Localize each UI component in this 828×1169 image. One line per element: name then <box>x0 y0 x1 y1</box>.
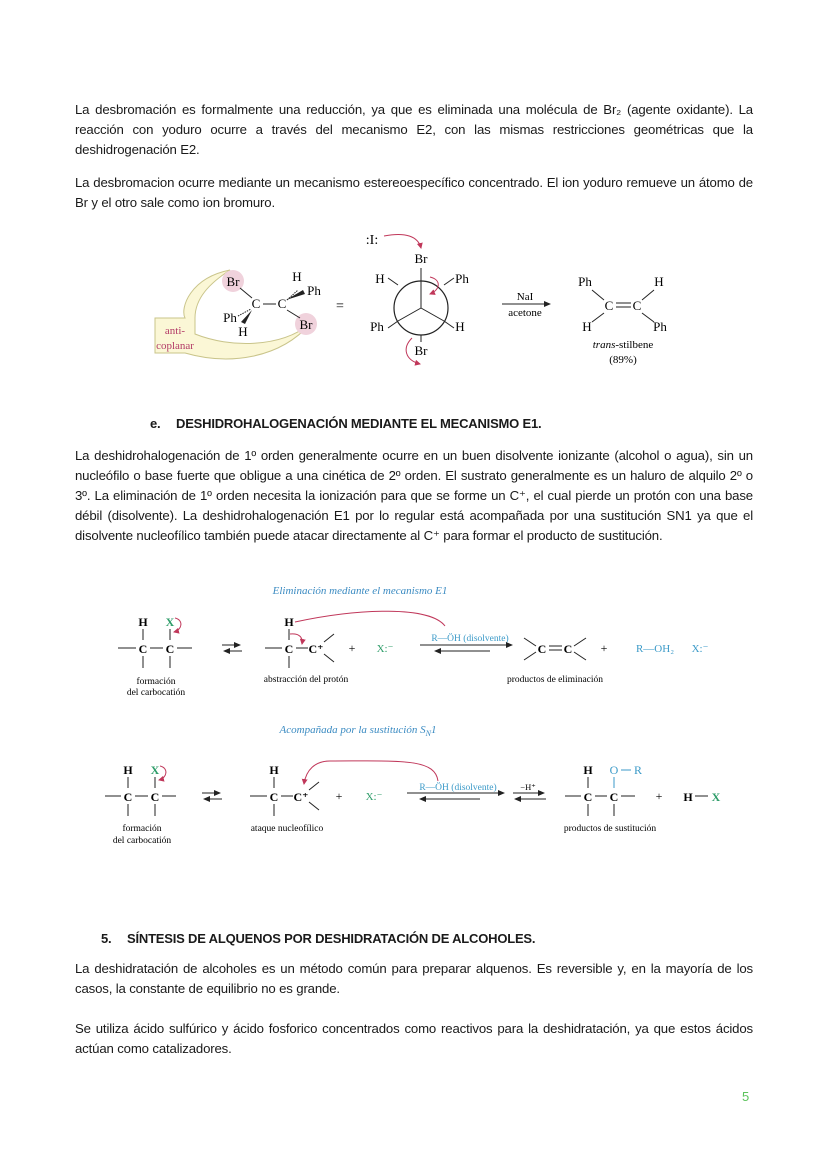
heading-e1: e. DESHIDROHALOGENACIÓN MEDIANTE EL MECANISMO E1. <box>150 416 542 431</box>
svg-text:C: C <box>138 642 148 656</box>
solvent-label-e1: R—ÖH (disolvente) <box>431 634 509 644</box>
svg-text:H: H <box>683 790 693 804</box>
svg-text:H: H <box>582 319 592 334</box>
svg-text:X:⁻: X:⁻ <box>376 643 394 655</box>
svg-text:H: H <box>123 763 133 777</box>
svg-text:Br: Br <box>414 343 428 358</box>
title-e1: Eliminación mediante el mecanismo E1 <box>272 585 448 597</box>
svg-text:C: C <box>269 790 279 804</box>
page-number: 5 <box>742 1089 750 1104</box>
elimination-product <box>507 638 709 685</box>
svg-text:C: C <box>563 642 573 656</box>
svg-text:O: O <box>609 763 619 777</box>
svg-text:Ph: Ph <box>307 283 321 298</box>
svg-text:productos de sustitución: productos de sustitución <box>563 824 657 834</box>
svg-text:abstracción del protón: abstracción del protón <box>263 675 349 685</box>
svg-text:X: X <box>150 763 160 777</box>
svg-text:H: H <box>654 274 664 289</box>
svg-text:Ph: Ph <box>653 319 667 334</box>
svg-text:Ph: Ph <box>370 319 384 334</box>
svg-text:H: H <box>583 763 593 777</box>
svg-text:H: H <box>292 269 302 284</box>
svg-text:X: X <box>165 615 175 629</box>
svg-text:+: + <box>600 641 608 655</box>
carbocation-sn1 <box>250 761 438 834</box>
svg-text:C⁺: C⁺ <box>308 642 324 656</box>
svg-text:C: C <box>123 790 133 804</box>
svg-text:C⁺: C⁺ <box>293 790 309 804</box>
svg-text:C: C <box>604 298 614 313</box>
product-yield: (89%) <box>609 354 637 366</box>
svg-text:ataque nucleofílico: ataque nucleofílico <box>250 824 324 834</box>
svg-text:formación: formación <box>122 824 162 834</box>
svg-text:H: H <box>284 615 294 629</box>
coplanar-label: coplanar <box>156 340 194 352</box>
svg-text:R—OH₂: R—OH₂ <box>635 643 675 655</box>
svg-text:X:⁻: X:⁻ <box>691 643 709 655</box>
e1-sn1-figure <box>100 578 740 853</box>
svg-text:H: H <box>375 271 385 286</box>
reactant-e1 <box>118 615 192 698</box>
svg-text:X:⁻: X:⁻ <box>365 791 383 803</box>
svg-text:C: C <box>583 790 593 804</box>
reactant-sn1 <box>105 763 176 846</box>
title-sn1: Acompañada por la sustitución $S_N1$ <box>279 724 437 738</box>
svg-text:C: C <box>537 642 547 656</box>
paragraph-deshidratacion: La deshidratación de alcoholes es un método común para preparar alquenos. Es reversible y, en la mayoría de los casos, la constante de equilibrio no es grande. <box>75 961 753 996</box>
svg-text:H: H <box>238 324 248 339</box>
svg-text:C: C <box>609 790 619 804</box>
reagent-nai: NaI <box>516 291 534 303</box>
paragraph-mecanismo: La desbromacion ocurre mediante un mecanismo estereoespecífico concentrado. El ion yoduro remueve un átomo de Br y el otro sale como ion bromuro. <box>75 175 753 210</box>
svg-text:del carbocatión: del carbocatión <box>112 836 172 846</box>
solvent-acetone: acetone <box>508 307 542 319</box>
svg-text:C: C <box>165 642 175 656</box>
svg-text:+: + <box>335 789 343 803</box>
svg-text:Ph: Ph <box>223 310 237 325</box>
iodide-ion: :I: <box>365 233 379 248</box>
svg-text:Br: Br <box>299 317 313 332</box>
paragraph-desbromacion: La desbromación es formalmente una reducción, ya que es eliminada una molécula de Br₂ (agente oxidante). La reacción con yoduro ocurre a través del mecanismo E2, con las mismas restricciones geométricas que la deshidrogenación E2. <box>75 102 753 157</box>
svg-text:R: R <box>633 763 643 777</box>
svg-text:+: + <box>655 789 663 803</box>
svg-text:H: H <box>269 763 279 777</box>
debromination-figure <box>140 218 700 378</box>
svg-text:formación: formación <box>136 677 176 687</box>
solvent-label-sn1: R—ÖH (disolvente) <box>419 783 497 793</box>
svg-text:−H⁺: −H⁺ <box>520 782 536 792</box>
svg-text:C: C <box>150 790 160 804</box>
svg-text:del carbocatión: del carbocatión <box>126 688 186 698</box>
heading-section-5: 5. SÍNTESIS DE ALQUENOS POR DESHIDRATACIÓN DE ALCOHOLES. <box>101 931 536 946</box>
svg-text:Br: Br <box>414 251 428 266</box>
svg-text:productos de eliminación: productos de eliminación <box>506 675 604 685</box>
paragraph-acidos: Se utiliza ácido sulfúrico y ácido fosforico concentrados como reactivos para la deshidratación, ya que estos ácidos actúan como catalizadores. <box>75 1021 753 1056</box>
svg-text:Br: Br <box>226 274 240 289</box>
svg-text:Ph: Ph <box>455 271 469 286</box>
product-name: trans-stilbene <box>592 339 654 351</box>
anti-label: anti- <box>164 325 186 337</box>
paragraph-e1: La deshidrohalogenación de 1º orden generalmente ocurre en un buen disolvente ionizante (alcohol o agua), sin un nucleófilo o base fuerte que obligue a una cinética de 2º orden. El sustrato generalmente es un haluro de alquilo 2º o 3º. La eliminación de 1º orden necesita la ionización para que se forme un C⁺, el cual pierde un protón con una base débil (disolvente). La deshidrohalogenación E1 por lo regular está acompañada por una sustitución SN1 ya que el disolvente nucleofílico también puede atacar directamente al C⁺ para formar el producto de sustitución. <box>75 448 753 543</box>
substitution-product <box>564 763 721 834</box>
svg-text:C: C <box>251 296 261 311</box>
svg-text:H: H <box>455 319 465 334</box>
svg-text:C: C <box>284 642 294 656</box>
equals-sign: = <box>336 299 344 314</box>
svg-text:Ph: Ph <box>578 274 592 289</box>
svg-text:X: X <box>711 790 721 804</box>
svg-text:C: C <box>632 298 642 313</box>
svg-text:C: C <box>277 296 287 311</box>
svg-text:H: H <box>138 615 148 629</box>
svg-text:+: + <box>348 641 356 655</box>
